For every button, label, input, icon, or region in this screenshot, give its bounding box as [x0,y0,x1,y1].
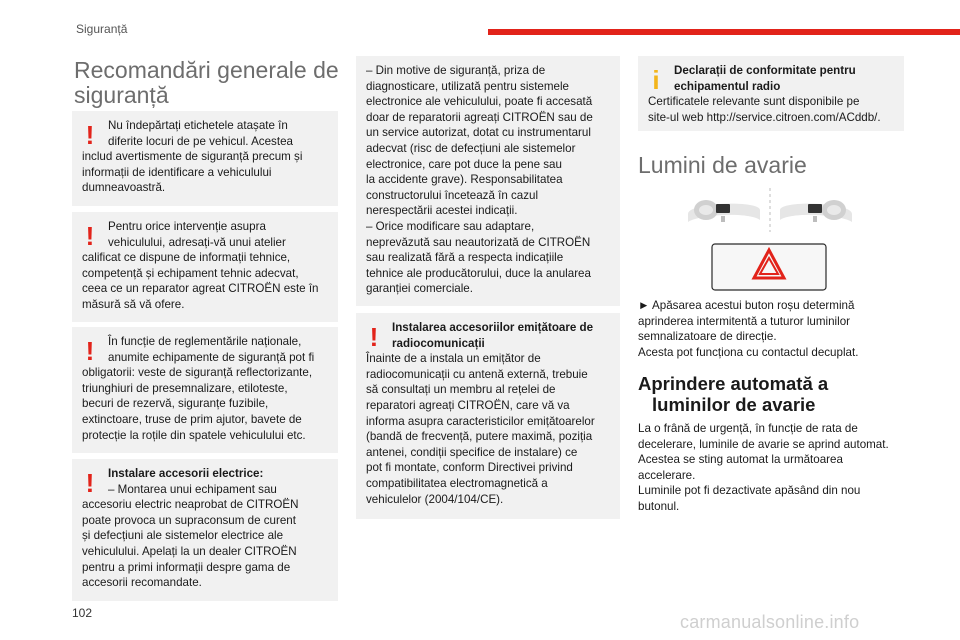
page-title: Recomandări generale de siguranță [74,57,339,108]
box-line: Pentru orice intervenție asupra [108,220,266,233]
warning-exclamation-icon: ! [85,336,95,366]
auto-hazard-text [638,421,910,515]
box-heading: Declarații de conformitate pentru [674,64,856,77]
steering-wheel-right-icon [780,200,852,222]
warning-exclamation-icon: ! [85,120,95,150]
box-line: dumneavoastră. [82,181,166,195]
box-line: informații de identificare a vehiculului [82,165,272,179]
box-line: sau realizată fără a respecta indicațiile [366,251,564,265]
box-line: să consultați un membru al rețelei de [366,383,556,397]
box-line: – Din motive de siguranță, priza de [366,64,546,77]
box-line: calificat ce dispune de informații tehnice, [82,251,291,265]
text-line: decelerare, luminile de avarie se aprind automat. [638,437,889,451]
box-line: vehiculului. Apelați la un dealer CITROËN [82,544,297,558]
text-line: ► Apăsarea acestui buton roșu determină [638,299,855,312]
info-box-radio-conformity [638,56,904,131]
box-line: site-ul web http://service.citroen.com/ACddb/. [648,110,881,124]
box-line: măsură să vă ofere. [82,297,185,311]
box-line: accesoriu electric neaprobat de CITROËN [82,498,299,512]
header-accent-bar [488,29,960,35]
warning-exclamation-icon: ! [85,468,95,498]
steering-wheel-left-icon [688,200,760,222]
box-line: un service autorizat, dotat cu instrumentarul [366,126,591,140]
box-line: constructorului încetează în cazul [366,188,539,202]
box-line: doar de reparatorii agreați CITROËN sau de [366,110,593,124]
box-line: competență și echipament tehnic adecvat, [82,266,299,280]
text-line: accelerare. [638,468,696,482]
box-line: tehnice ale producătorului, duce la anularea [366,266,591,280]
box-line: compatibilitatea electromagnetică a [366,476,548,490]
box-line: informa asupra caracteristicilor emițătoarelor [366,414,595,428]
box-line: triunghiuri de presemnalizare, etiloteste, [82,381,288,395]
text-box-diagnostics [356,56,620,306]
text-line: Luminile pot fi dezactivate apăsând din nou [638,484,861,498]
hazard-lights-text [638,298,908,360]
box-line: adecvat (risc de defecțiuni ale sistemelor [366,141,576,155]
box-line: accesorii recomandate. [82,576,202,590]
title-line: Aprindere automată a [638,373,829,394]
box-line: radiocomunicații cu antenă externă, trebuie [366,367,588,381]
box-line: (bandă de frecvență, putere maximă, poziția [366,430,593,444]
title-line: luminilor de avarie [652,394,816,415]
hazard-lights-illustration [660,186,880,292]
box-line: obligatorii: veste de siguranță reflectorizante, [82,366,313,380]
box-line: becuri de rezervă, siguranțe fuzibile, [82,397,269,411]
box-line: pentru a primi informații despre gama de [82,560,291,574]
watermark: carmanualsonline.info [680,612,860,632]
box-line: Nu îndepărtați etichetele atașate în [108,119,288,132]
box-line: vehiculului, adresați-vă unui atelier [108,235,286,249]
text-line: semnalizatoare de direcție. [638,330,777,344]
box-line: diferite locuri de pe vehicul. Acestea [108,134,293,148]
info-icon: i [652,65,660,95]
box-line: electronice ale vehiculului, poate fi accesată [366,95,593,109]
warning-box-radio-transmitters [356,313,620,519]
box-line: și defecțiuni ale sistemelor electrice ale [82,529,284,543]
warning-box-electrical-accessories [72,459,338,601]
box-line: – Montarea unui echipament sau [108,482,277,496]
box-line: diagnosticare, utilizată pentru sistemele [366,79,569,93]
box-line: electronice, care pot duce la pene sau [366,157,562,171]
box-line: la accidente grave). Responsabilitatea [366,173,563,187]
box-line: extinctoare, truse de prim ajutor, bavete de [82,412,302,426]
box-line: includ avertismente de siguranță precum și [82,150,303,164]
box-line: neprevăzută sau neautorizată de CITROËN [366,235,591,249]
text-line: butonul. [638,499,680,513]
box-line: poate provoca un supraconsum de curent [82,513,296,527]
box-line: – Orice modificare sau adaptare, [366,219,535,233]
text-line: aprinderea intermitentă a tuturor luminilor [638,314,851,328]
section-title-auto-hazard-lights [638,373,898,415]
box-line: nerespectării acestei indicații. [366,204,518,218]
warning-exclamation-icon: ! [85,221,95,251]
hazard-button-icon [712,244,826,290]
box-line: reparatori agreați CITROËN, care vă va [366,398,570,412]
box-line: anumite echipamente de siguranță pot fi [108,350,315,364]
box-line: Înainte de a instala un emițător de [366,352,541,366]
warning-box-workshop [72,212,338,322]
running-header-section: Siguranță [76,22,128,36]
box-line: protecție la roțile din spatele vehiculului etc. [82,428,306,442]
box-heading: Instalare accesorii electrice: [108,467,264,480]
text-line: Acestea se sting automat la următoarea [638,453,843,467]
box-line: garanției comerciale. [366,282,473,296]
box-line: vehiculelor (2004/104/CE). [366,492,504,506]
box-line: antenei, condiții specifice de instalare) ce [366,445,578,459]
page-number: 102 [72,606,93,620]
warning-exclamation-icon: ! [369,322,379,352]
text-line: Acesta pot funcționa cu contactul decuplat. [638,345,859,359]
warning-box-labels [72,111,338,206]
box-line: Certificatele relevante sunt disponibile pe [648,95,860,109]
box-heading: Instalarea accesoriilor emițătoare de [392,321,594,334]
box-line: În funcție de reglementările naționale, [108,335,302,348]
text-line: La o frână de urgență, în funcție de rata de [638,422,858,435]
box-heading: radiocomunicații [392,336,485,350]
box-line: ceea ce un reparator agreat CITROËN este în [82,282,319,296]
box-line: pot fi montate, conform Directivei privind [366,461,573,475]
warning-box-safety-equipment [72,327,338,453]
section-title-hazard-lights: Lumini de avarie [638,152,807,178]
box-heading: echipamentul radio [674,79,781,93]
